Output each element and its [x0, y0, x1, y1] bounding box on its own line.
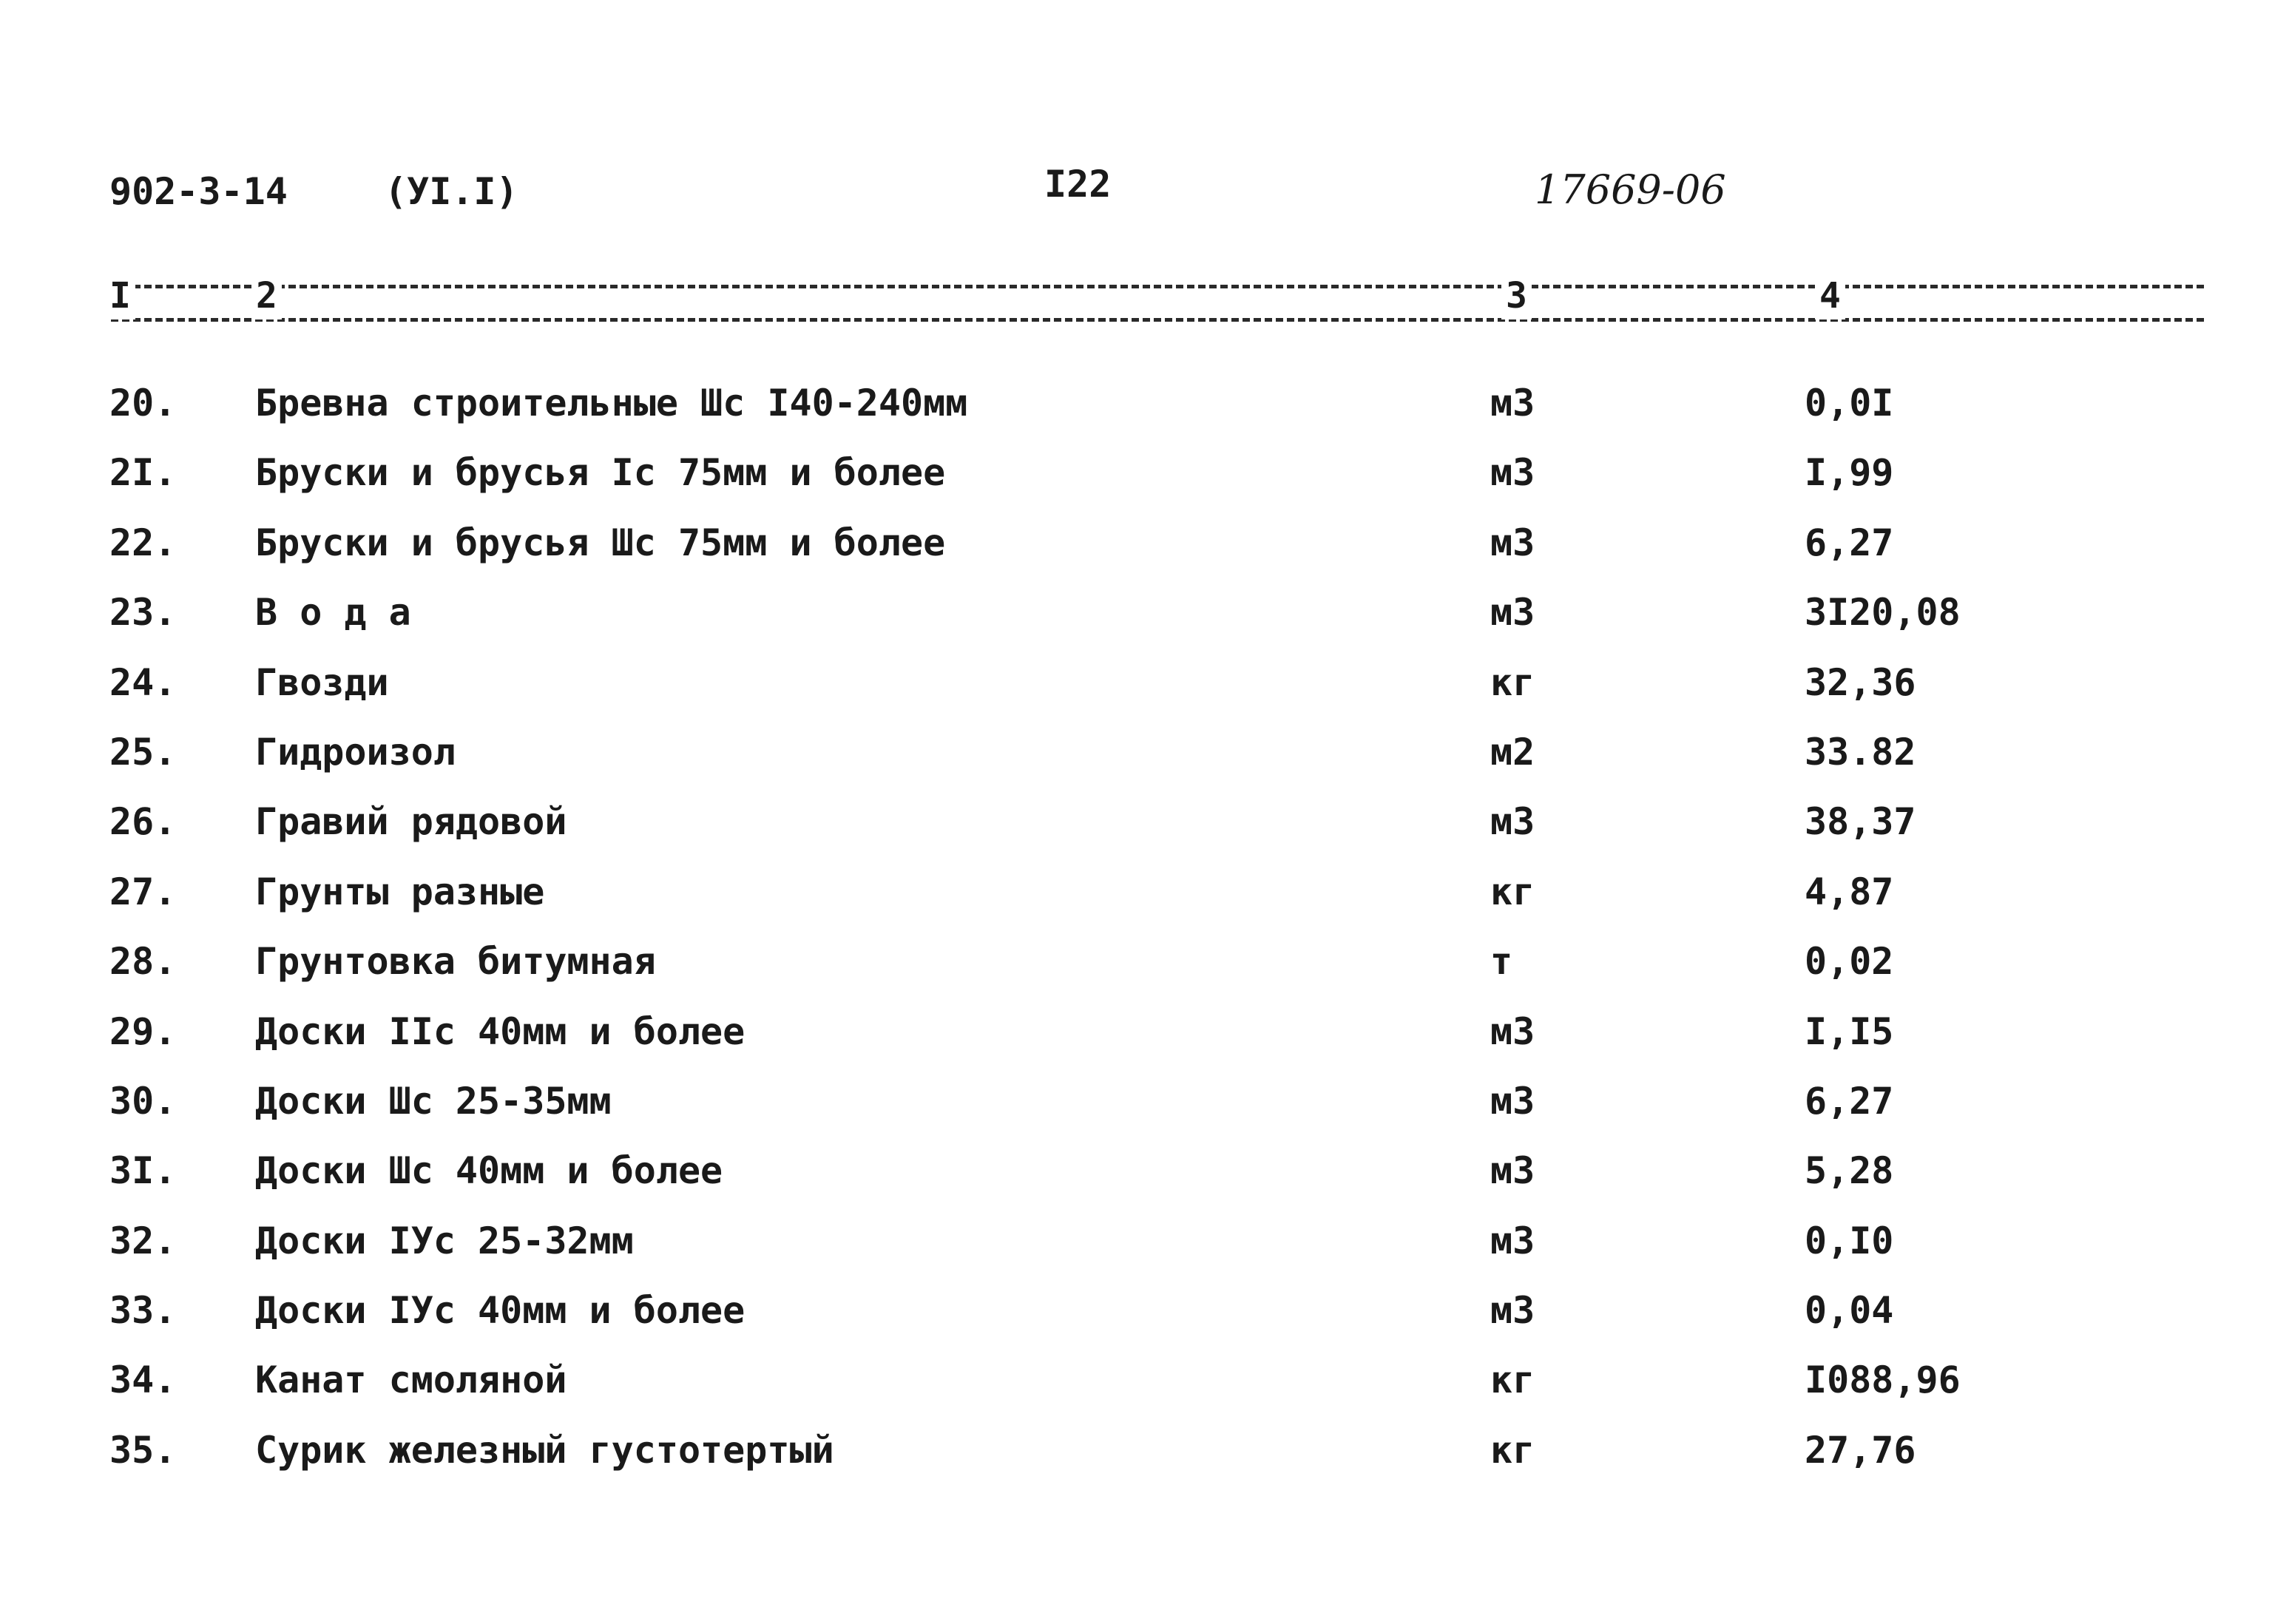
column-header-2: 2: [251, 272, 282, 319]
table-row: [0, 443, 2272, 512]
quantity: 33.82: [1805, 730, 1916, 774]
table-row: [0, 1421, 2272, 1490]
unit: м3: [1490, 1219, 1535, 1262]
unit: м3: [1490, 1009, 1535, 1053]
material-name: Бревна строительные Шс I40-240мм: [255, 382, 968, 424]
row-number: 3I.: [109, 1149, 177, 1193]
quantity: 0,04: [1805, 1289, 1894, 1333]
materials-table: [0, 373, 2272, 1490]
unit: м3: [1490, 1289, 1535, 1333]
row-number: 22.: [109, 521, 177, 564]
unit: м3: [1490, 451, 1535, 495]
table-row: [0, 1002, 2272, 1072]
row-number: 34.: [109, 1359, 177, 1402]
document-code: 902-3-14: [109, 170, 288, 213]
row-number: 24.: [109, 660, 177, 704]
unit: м3: [1490, 800, 1535, 844]
unit: м2: [1490, 730, 1535, 774]
unit: т: [1490, 940, 1513, 984]
table-row: [0, 932, 2272, 1001]
page-number: I22: [1044, 163, 1112, 206]
table-row: [0, 792, 2272, 862]
material-name: Грунты разные: [255, 870, 545, 913]
quantity: I,I5: [1805, 1009, 1894, 1053]
unit: м3: [1490, 591, 1535, 635]
unit: кг: [1490, 1359, 1535, 1402]
table-row: [0, 862, 2272, 932]
table-row: [0, 1350, 2272, 1420]
row-number: 28.: [109, 940, 177, 984]
archive-number: 17669-06: [1535, 166, 1726, 213]
quantity: 32,36: [1805, 660, 1916, 704]
material-name: Сурик железный густотертый: [255, 1428, 834, 1472]
material-name: Грунтовка битумная: [255, 940, 656, 984]
table-row: [0, 723, 2272, 792]
table-row: [0, 513, 2272, 583]
material-name: Доски IУс 25-32мм: [255, 1219, 634, 1262]
row-number: 30.: [109, 1079, 177, 1123]
row-number: 27.: [109, 870, 177, 913]
quantity: 4,87: [1805, 870, 1894, 913]
unit: м3: [1490, 382, 1535, 424]
quantity: 0,0I: [1805, 382, 1894, 424]
material-name: Доски IIс 40мм и более: [255, 1009, 746, 1053]
column-header-3: 3: [1501, 272, 1532, 319]
material-name: Доски IУс 40мм и более: [255, 1289, 746, 1333]
material-name: Бруски и брусья Шс 75мм и более: [255, 521, 946, 564]
quantity: 0,I0: [1805, 1219, 1894, 1262]
row-number: 20.: [109, 382, 177, 424]
material-name: Канат смоляной: [255, 1359, 567, 1402]
unit: кг: [1490, 1428, 1535, 1472]
table-row: [0, 1072, 2272, 1141]
quantity: 38,37: [1805, 800, 1916, 844]
table-row: [0, 583, 2272, 652]
material-name: Доски Шс 25-35мм: [255, 1079, 612, 1123]
section-code: (УI.I): [385, 170, 518, 213]
row-number: 29.: [109, 1009, 177, 1053]
material-name: Гравий рядовой: [255, 800, 567, 844]
row-number: 26.: [109, 800, 177, 844]
header-divider-top: [111, 285, 2204, 288]
table-row: [0, 653, 2272, 723]
row-number: 32.: [109, 1219, 177, 1262]
quantity: I088,96: [1805, 1359, 1961, 1402]
quantity: I,99: [1805, 451, 1894, 495]
quantity: 6,27: [1805, 1079, 1894, 1123]
unit: кг: [1490, 660, 1535, 704]
material-name: Гидроизол: [255, 730, 456, 774]
material-name: Бруски и брусья Iс 75мм и более: [255, 451, 946, 495]
header-divider-bottom: [111, 318, 2204, 322]
table-row: [0, 1281, 2272, 1350]
material-name: Доски Шс 40мм и более: [255, 1149, 723, 1193]
quantity: 0,02: [1805, 940, 1894, 984]
row-number: 25.: [109, 730, 177, 774]
row-number: 2I.: [109, 451, 177, 495]
unit: м3: [1490, 1149, 1535, 1193]
quantity: 5,28: [1805, 1149, 1894, 1193]
row-number: 23.: [109, 591, 177, 635]
row-number: 35.: [109, 1428, 177, 1472]
table-row: [0, 373, 2272, 443]
column-header-4: 4: [1815, 272, 1845, 319]
unit: м3: [1490, 1079, 1535, 1123]
quantity: 6,27: [1805, 521, 1894, 564]
column-header-1: I: [105, 272, 135, 319]
material-name: В о д а: [255, 591, 411, 635]
row-number: 33.: [109, 1289, 177, 1333]
quantity: 3I20,08: [1805, 591, 1961, 635]
table-row: [0, 1141, 2272, 1211]
unit: кг: [1490, 870, 1535, 913]
table-row: [0, 1211, 2272, 1281]
material-name: Гвозди: [255, 660, 389, 704]
unit: м3: [1490, 521, 1535, 564]
quantity: 27,76: [1805, 1428, 1916, 1472]
